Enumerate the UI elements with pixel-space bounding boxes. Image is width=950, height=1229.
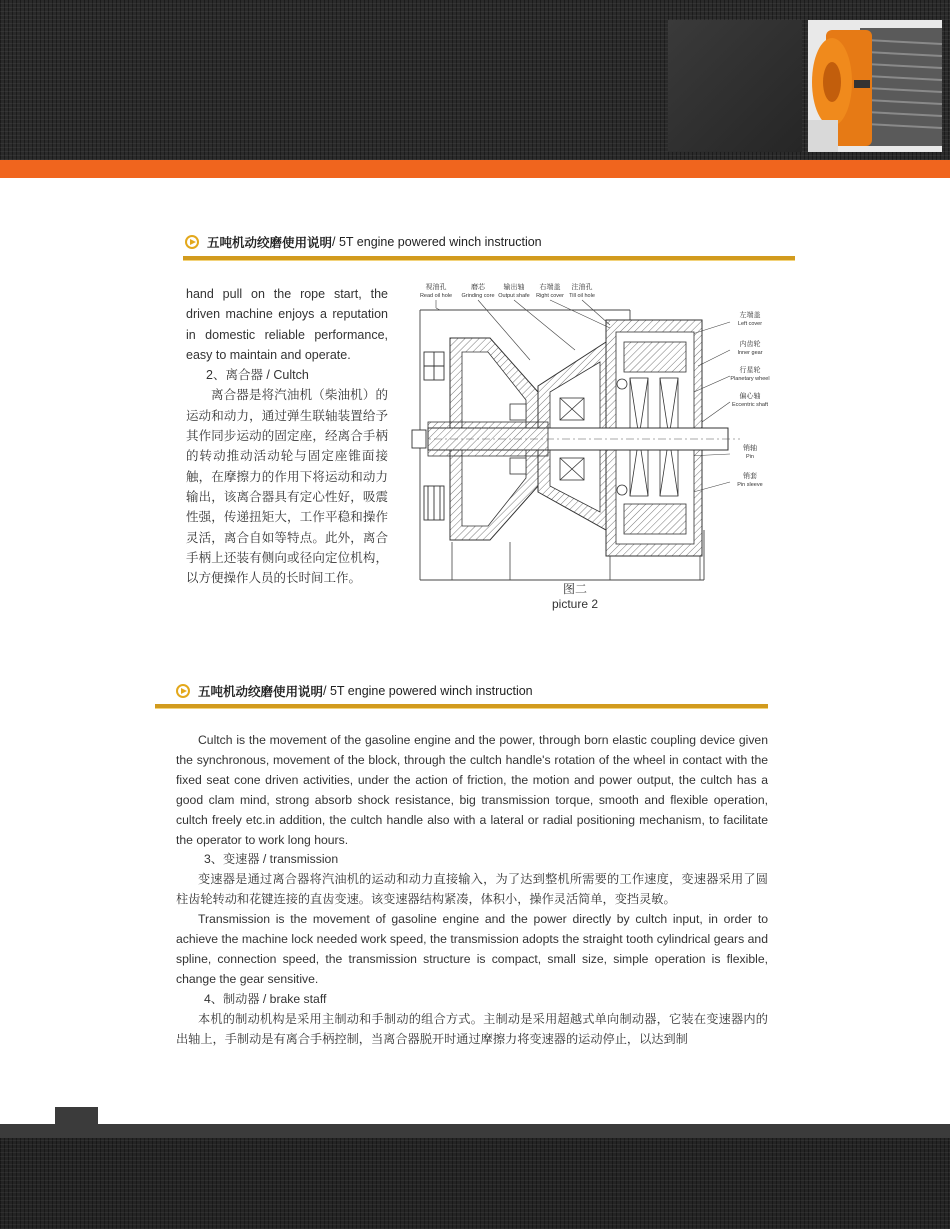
label-fill-oil-hole-cn: 注油孔: [571, 284, 593, 291]
diagram-caption: [520, 582, 630, 612]
label-planetary-wheel-cn: 行星轮: [739, 367, 761, 374]
label-eccentric-shaft-cn: 偏心轴: [739, 393, 761, 400]
heading-en: / 5T engine powered winch instruction: [332, 235, 542, 249]
label-eccentric-shaft-en: Eccentric shaft: [731, 402, 769, 408]
heading-rule: [155, 704, 768, 708]
paragraph: hand pull on the rope start, the driven machine enjoys a reputation in domestic reliable performance, easy to maintain and operate.: [186, 287, 388, 362]
label-inner-gear-en: Inner gear: [737, 350, 763, 356]
diagram-svg: [410, 280, 780, 590]
label-read-oil-hole-en: Read oil hole: [419, 293, 453, 299]
caption-cn: 图二: [562, 582, 587, 596]
label-output-shaft-cn: 输出轴: [503, 284, 525, 291]
paragraph: 变速器是通过离合器将汽油机的运动和动力直接输入，为了达到整机所需要的工作速度，变速器采用了圆柱齿轮转动和花键连接的直齿变速。该变速器结构紧凑，体积小，操作灵活简单，变挡灵敏。: [176, 872, 768, 907]
heading-rule: [183, 256, 795, 260]
orange-accent-bar: [0, 160, 950, 178]
label-pin-sleeve-cn: 销套: [743, 473, 757, 480]
paragraph: 离合器是将汽油机（柴油机）的运动和动力，通过弹生联轴装置给予其作同步运动的固定座，经离合手柄的转动推动活动轮与固定座锥面接触，在摩擦力的作用下将运动和动力输出，该离合器具有定心性好，吸震性强，传递扭矩大，工作平稳和操作灵活，离合自如等特点。此外，离合手柄上还装有侧向或径向定位机构，以方便操作人员的长时间工作。: [186, 388, 388, 586]
label-left-cover-cn: 左端盖: [739, 312, 761, 319]
label-pin-en: Pin: [746, 454, 754, 460]
label-read-oil-hole-cn: 视油孔: [425, 284, 447, 291]
label-grinding-core-cn: 磨芯: [471, 284, 485, 291]
upper-text-column: [186, 284, 388, 588]
label-fill-oil-hole-en: Till oil hole: [569, 293, 595, 299]
subheading-transmission: 3、变速器 / transmission: [204, 852, 339, 867]
label-pin-cn: 销轴: [743, 445, 757, 452]
play-bullet-icon: [176, 684, 190, 698]
label-grinding-core-en: Grinding core: [461, 293, 495, 299]
play-bullet-icon: [185, 235, 199, 249]
paragraph: 本机的制动机构是采用主制动和手制动的组合方式。主制动是采用超越式单向制动器，它装在变速器内的出轴上，手制动是有离合手柄控制，当离合器脱开时通过摩擦力将变速器的运动停止，以达到制: [176, 1011, 768, 1046]
heading-cn: 五吨机动绞磨使用说明: [207, 236, 333, 250]
label-output-shaft-en: Output shafe: [498, 293, 530, 299]
label-planetary-wheel-en: Planetary wheel: [730, 376, 770, 382]
winch-illustration: [808, 20, 942, 152]
footer-line: [0, 1124, 950, 1138]
heading-en: / 5T engine powered winch instruction: [323, 684, 533, 698]
footer-band: [0, 1124, 950, 1229]
caption-en: picture 2: [551, 597, 599, 611]
paragraph: Cultch is the movement of the gasoline engine and the power, through born elastic coupling device given the synchronous, movement of the block, through the cultch handle's rotation of the wheel in contact with the fixed seat cone driven activities, under the action of friction, the motion and power output, the cultch has a good clam mind, strong absorb shock resistance, big transmission torque, smooth and flexible operation, cultch freely etc.in addition, the cultch handle also with a lateral or radial positioning mechanism, to facilitate the operator to work long hours.: [176, 733, 768, 847]
subheading-brake: 4、制动器 / brake staff: [204, 991, 327, 1006]
label-pin-sleeve-en: Pin sleeve: [737, 482, 763, 488]
paragraph: Transmission is the movement of gasoline engine and the power directly by cultch input, in order to achieve the machine lock needed work speed, the transmission adopts the straight tooth cylindrical gears and spline, connection speed, the transmission structure is compact, small size, simple operation is flexible, change the gear sensitive.: [176, 912, 768, 986]
section-heading: [185, 233, 542, 251]
header-dark-panel: [668, 20, 802, 152]
winch-cross-section-diagram: [410, 280, 780, 590]
winch-photo: [808, 20, 942, 152]
label-right-cover-cn: 右端盖: [539, 284, 561, 291]
subheading-clutch: 2、离合器 / Cultch: [206, 368, 309, 383]
lower-body-text: [176, 731, 768, 1050]
page-tab: [55, 1107, 98, 1124]
label-inner-gear-cn: 内齿轮: [739, 341, 761, 348]
label-right-cover-en: Right cover: [536, 293, 564, 299]
heading-cn: 五吨机动绞磨使用说明: [198, 685, 324, 699]
section-heading: [176, 682, 533, 700]
label-left-cover-en: Left cover: [737, 321, 763, 327]
